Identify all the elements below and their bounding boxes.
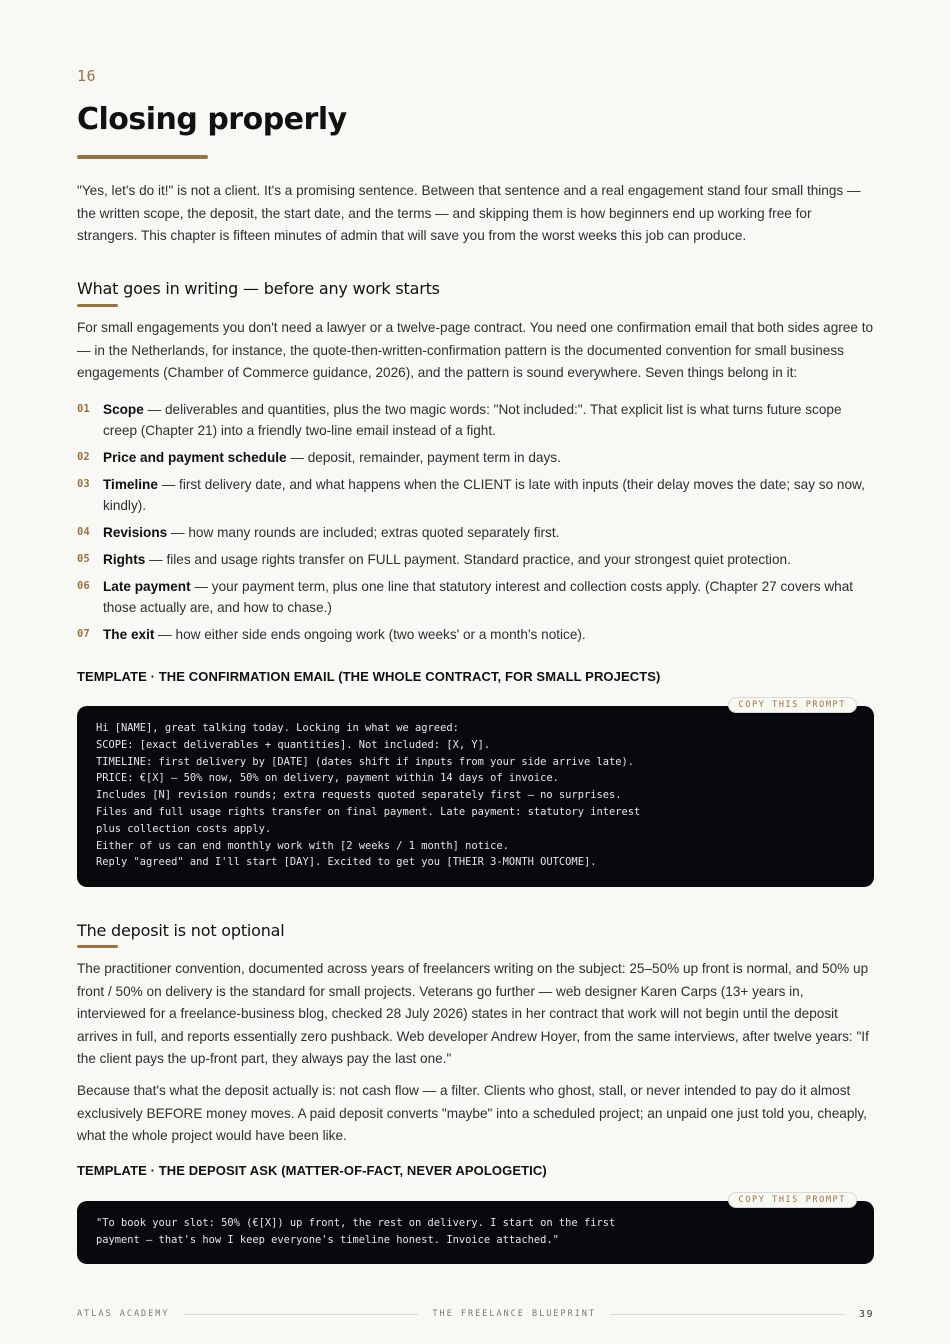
chapter-title: Closing properly (77, 102, 347, 137)
item-number: 03 (77, 478, 90, 490)
footer-brand: ATLAS ACADEMY (77, 1309, 170, 1319)
item-text: Scope — deliverables and quantities, plus the two magic words: "Not included:". That explicit list is what turns future scope creep (Chapter 21) into a friendly two-line email instead of a fight. (103, 402, 842, 438)
footer-book-title: THE FREELANCE BLUEPRINT (432, 1309, 597, 1319)
item-text: Price and payment schedule — deposit, remainder, payment term in days. (103, 450, 561, 465)
item-text: Revisions — how many rounds are included; extras quoted separately first. (103, 525, 560, 540)
item-text: Late payment — your payment term, plus one line that statutory interest and collection costs apply. (Chapter 27 covers what those actually are, and how to chase.) (103, 579, 854, 615)
footer-divider (610, 1314, 845, 1315)
template-label: TEMPLATE · THE DEPOSIT ASK (MATTER-OF-FACT, NEVER APOLOGETIC) (77, 1163, 547, 1178)
template-code-block (77, 1195, 874, 1264)
section-paragraph: The practitioner convention, documented across years of freelancers writing on the subject: 25–50% up front is normal, and 50% up front / 50% on delivery is the standard for small projects. Veterans go further — web designer Karen Carps (13+ years in, interviewed for a freelance-business blog, checked 28 July 2026) states in her contract that work will not begin until the deposit arrives in full, and reports essentially zero pushback. Web developer Andrew Hoyer, from the same interviews, after twelve years: "If the client pays the up-front part, they always pay the last one." (77, 961, 869, 1066)
item-number: 07 (77, 628, 90, 640)
title-underline (77, 155, 208, 159)
item-number: 04 (77, 526, 90, 538)
template-code-block (77, 700, 874, 887)
copy-prompt-button[interactable]: COPY THIS PROMPT (728, 697, 857, 713)
chapter-number: 16 (77, 67, 97, 85)
section-underline (77, 304, 118, 307)
section-paragraph: For small engagements you don't need a lawyer or a twelve-page contract. You need one confirmation email that both sides agree to — in the Netherlands, for instance, the quote-then-written-confirmation pattern is the documented convention for small business engagements (Chamber of Commerce guidance, 2026), and the pattern is sound everywhere. Seven things belong in it: (77, 320, 874, 380)
section-heading-writing: What goes in writing — before any work starts (77, 279, 440, 298)
template-label: TEMPLATE · THE CONFIRMATION EMAIL (THE WHOLE CONTRACT, FOR SMALL PROJECTS) (77, 669, 661, 684)
item-text: Rights — files and usage rights transfer on FULL payment. Standard practice, and your strongest quiet protection. (103, 552, 791, 567)
section-paragraph: Because that's what the deposit actually is: not cash flow — a filter. Clients who ghost, stall, or never intended to pay do it almost exclusively BEFORE money moves. A paid deposit converts "maybe" into a scheduled project; an unpaid one just told you, cheaply, what the whole project would have been like. (77, 1083, 867, 1143)
template-code[interactable]: "To book your slot: 50% (€[X]) up front, the rest on delivery. I start on the first payment — that's how I keep everyone's timeline honest. Invoice attached." (96, 1217, 616, 1246)
item-number: 02 (77, 451, 90, 463)
template-code[interactable]: Hi [NAME], great talking today. Locking in what we agreed: SCOPE: [exact deliverables + quantities]. Not included: [X, Y]. TIMELINE: first delivery by [DATE] (dates shift if inputs from your side arrive late). PRICE: €[X] — 50% now, 50% on delivery, payment within 14 days of invoice. Includes [N] revision rounds; extra requests quoted separately first — no surprises. Files and full usage rights transfer on final payment. Late payment: statutory interest plus collection costs apply. Either of us can end monthly work with [2 weeks / 1 month] notice. Reply "agreed" and I'll start [DAY]. Excited to get you [THEIR 3-MONTH OUTCOME]. (96, 722, 641, 869)
item-text: Timeline — first delivery date, and what happens when the CLIENT is late with inputs (their delay moves the date; say so now, kindly). (103, 477, 865, 513)
footer-divider (184, 1314, 419, 1315)
item-text: The exit — how either side ends ongoing work (two weeks' or a month's notice). (103, 627, 586, 642)
page-number: 39 (858, 1308, 874, 1320)
item-number: 01 (77, 403, 90, 415)
page-footer (77, 1307, 874, 1321)
copy-prompt-button[interactable]: COPY THIS PROMPT (728, 1192, 857, 1208)
item-number: 06 (77, 580, 90, 592)
section-heading-deposit: The deposit is not optional (77, 921, 285, 940)
section-underline (77, 945, 118, 948)
intro-paragraph: "Yes, let's do it!" is not a client. It's a promising sentence. Between that sentence and a real engagement stand four small things — the written scope, the deposit, the start date, and the terms — and skipping them is how beginners end up working free for strangers. This chapter is fifteen minutes of admin that will save you from the worst weeks this job can produce. (77, 183, 861, 243)
item-number: 05 (77, 553, 90, 565)
